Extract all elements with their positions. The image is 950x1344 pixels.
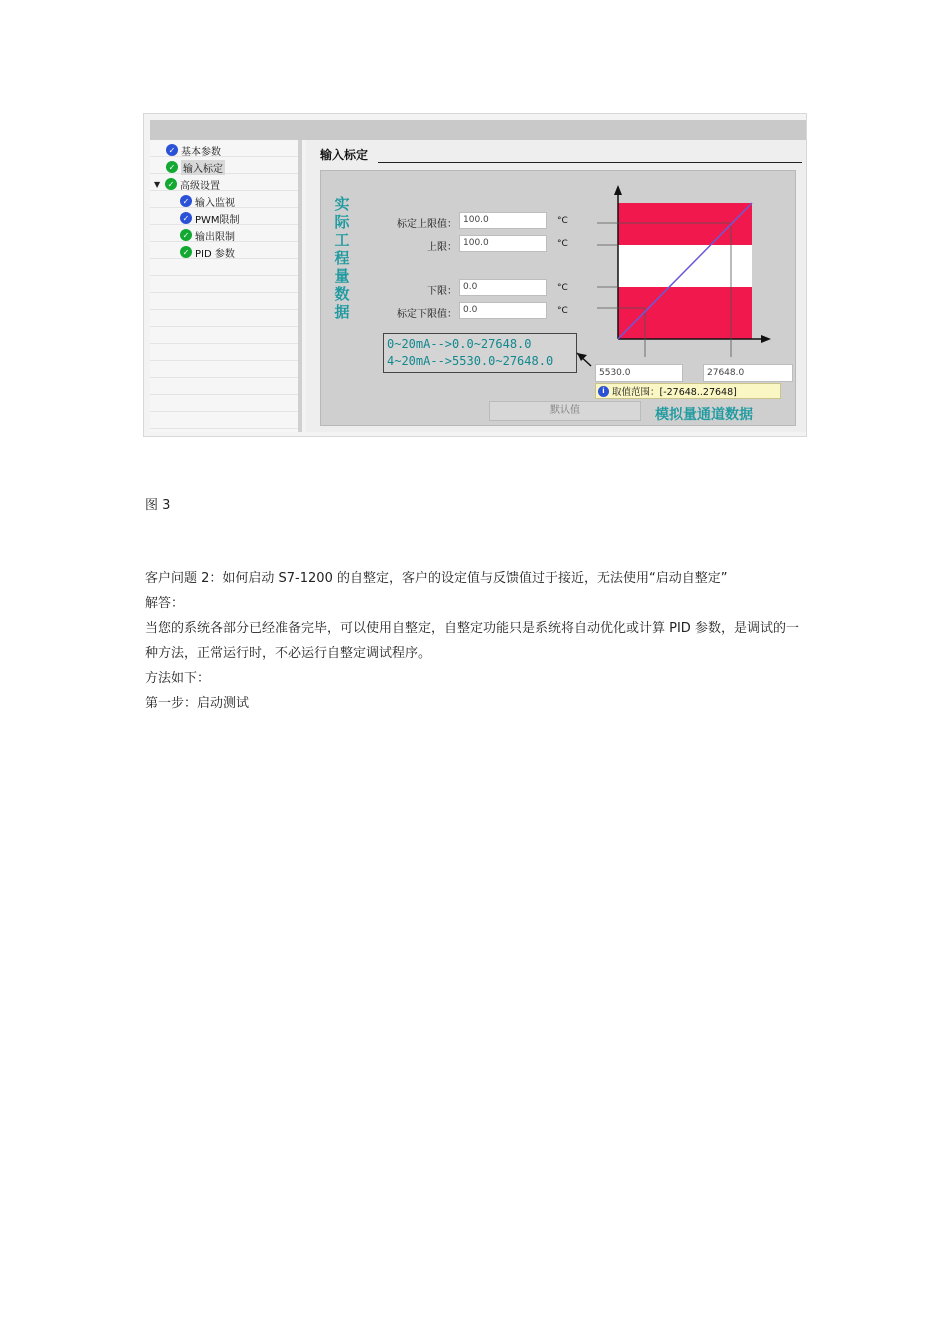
section-divider xyxy=(378,162,802,163)
paragraph-question: 客户问题 2：如何启动 S7-1200 的自整定，客户的设定值与反馈值过于接近，无法使用“启动自整定” xyxy=(145,571,728,586)
low-band xyxy=(618,287,752,339)
check-blue-icon: ✓ xyxy=(166,144,178,156)
range-tooltip xyxy=(595,383,781,399)
scaled-high-input[interactable]: 100.0 xyxy=(459,212,547,229)
check-blue-icon: ✓ xyxy=(180,195,192,207)
nav-item-input-scaling[interactable]: ✓ 输入标定 xyxy=(166,159,225,175)
section-title: 输入标定 xyxy=(320,148,369,162)
nav-item-output-limit[interactable]: ✓ 输出限制 xyxy=(180,227,235,243)
paragraph-method: 方法如下： xyxy=(145,671,211,686)
content-area xyxy=(306,140,806,432)
check-green-icon: ✓ xyxy=(166,161,178,173)
nav-tree xyxy=(150,140,302,432)
nav-item-input-monitor[interactable]: ✓ 输入监视 xyxy=(180,193,235,209)
normal-band xyxy=(618,245,752,287)
scaled-low-label: 标定下限值： xyxy=(397,309,457,320)
y-axis-arrow xyxy=(614,185,622,195)
mapping-line-0-20ma: 0~20mA-->0.0~27648.0 xyxy=(387,337,532,351)
nav-item-pid-params[interactable]: ✓ PID 参数 xyxy=(180,244,235,260)
x-axis-arrow xyxy=(761,335,771,343)
figure-caption: 图 3 xyxy=(145,498,171,513)
default-value-button[interactable]: 默认值 xyxy=(489,401,641,421)
caret-down-icon[interactable]: ▼ xyxy=(154,179,161,189)
low-limit-input[interactable]: 0.0 xyxy=(459,279,547,296)
mapping-line-4-20ma: 4~20mA-->5530.0~27648.0 xyxy=(387,354,554,368)
pid-config-screenshot xyxy=(143,113,807,437)
scaling-panel xyxy=(320,170,796,426)
check-blue-icon: ✓ xyxy=(180,212,192,224)
raw-low-input[interactable]: 5530.0 xyxy=(595,364,683,382)
high-limit-input[interactable]: 100.0 xyxy=(459,235,547,252)
paragraph-answer-label: 解答： xyxy=(145,596,185,611)
low-limit-label: 下限： xyxy=(427,286,457,297)
paragraph-step-one: 第一步：启动测试 xyxy=(145,696,250,711)
pointer-arrowhead xyxy=(577,353,587,361)
unit-label: °C xyxy=(557,283,568,293)
analog-channel-label: 模拟量通道数据 xyxy=(655,407,753,423)
paragraph-answer-body: 当您的系统各部分已经准备完毕，可以使用自整定，自整定功能只是系统将自动优化或计算 PID 参数，是调试的一种方法，正常运行时，不必运行自整定调试程序。 xyxy=(145,621,799,661)
scaled-high-label: 标定上限值： xyxy=(397,219,457,230)
unit-label: °C xyxy=(557,216,568,226)
check-green-icon: ✓ xyxy=(165,178,177,190)
tooltip-text: 取值范围：[-27648..27648] xyxy=(612,387,737,398)
raw-high-input[interactable]: 27648.0 xyxy=(703,364,793,382)
unit-label: °C xyxy=(557,306,568,316)
check-green-icon: ✓ xyxy=(180,246,192,258)
check-green-icon: ✓ xyxy=(180,229,192,241)
scaled-low-input[interactable]: 0.0 xyxy=(459,302,547,319)
nav-item-pwm-limit[interactable]: ✓ PWM限制 xyxy=(180,210,240,226)
nav-item-basic-params[interactable]: ✓ 基本参数 xyxy=(166,142,221,158)
info-icon: i xyxy=(598,386,609,397)
window-top-bar xyxy=(150,120,806,140)
vertical-label-engineering-data: 实际工程量数据 xyxy=(334,195,350,321)
nav-item-advanced-settings[interactable]: ▼ ✓ 高级设置 xyxy=(154,179,220,192)
high-limit-label: 上限： xyxy=(427,242,457,253)
unit-label: °C xyxy=(557,239,568,249)
